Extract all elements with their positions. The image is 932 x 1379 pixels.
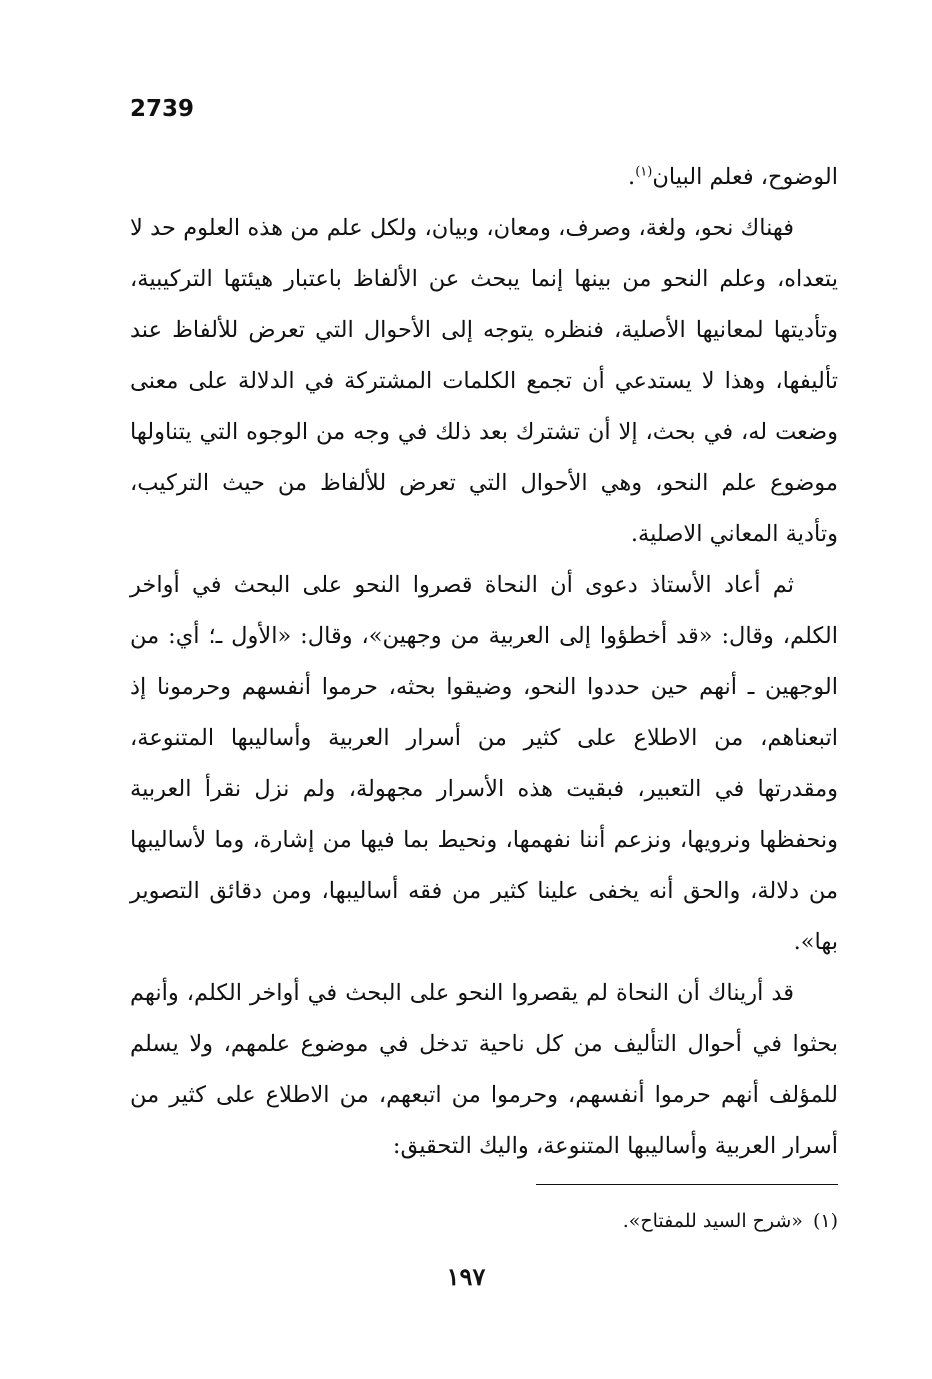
footnote-reference: (١) [635,164,653,180]
paragraph: ثم أعاد الأستاذ دعوى أن النحاة قصروا النحو على البحث في أواخر الكلم، وقال: «قد أخطؤوا إلى العربية من وجهين»، وقال: «الأول ـ؛ أي: من الوجهين ـ أنهم حين حددوا النحو، وضيقوا بحثه، حرموا أنفسهم وحرمونا إذ اتبعناهم، من الاطلاع على كثير من أسرار العربية وأساليبها المتنوعة، ومقدرتها في التعبير، فبقيت هذه الأسرار مجهولة، ولم نزل نقرأ العربية ونحفظها ونرويها، ونزعم أننا نفهمها، ونحيط بما فيها من إشارة، وما لأساليبها من دلالة، والحق أنه يخفى علينا كثير من فقه أساليبها، ومن دقائق التصوير بها». [130,572,838,955]
opening-line-end: . [628,164,636,190]
page-id: 2739 [130,96,195,122]
footnote-text: «شرح السيد للمفتاح». [622,1210,803,1232]
footnote-number: (١) [812,1210,838,1232]
footnote [130,1204,838,1238]
footnote-divider [536,1184,838,1185]
body-text [130,152,838,1172]
page-number: ١٩٧ [446,1262,486,1291]
paragraph: قد أريناك أن النحاة لم يقصروا النحو على البحث في أواخر الكلم، وأنهم بحثوا في أحوال التأليف من كل ناحية تدخل في موضوع علمهم، ولا يسلم للمؤلف أنهم حرموا أنفسهم، وحرموا من اتبعهم، من الاطلاع على كثير من أسرار العربية وأساليبها المتنوعة، واليك التحقيق: [130,980,838,1159]
opening-line [130,152,838,203]
opening-line-text: الوضوح، فعلم البيان [652,164,838,190]
paragraph: فهناك نحو، ولغة، وصرف، ومعان، وبيان، ولكل علم من هذه العلوم حد لا يتعداه، وعلم النحو من بينها إنما يبحث عن الألفاظ باعتبار هيئتها التركيبية، وتأديتها لمعانيها الأصلية، فنظره يتوجه إلى الأحوال التي تعرض للألفاظ عند تأليفها، وهذا لا يستدعي أن تجمع الكلمات المشتركة في الدلالة على معنى وضعت له، في بحث، إلا أن تشترك بعد ذلك في وجه من الوجوه التي يتناولها موضوع علم النحو، وهي الأحوال التي تعرض للألفاظ من حيث التركيب، وتأدية المعاني الاصلية. [130,215,838,547]
